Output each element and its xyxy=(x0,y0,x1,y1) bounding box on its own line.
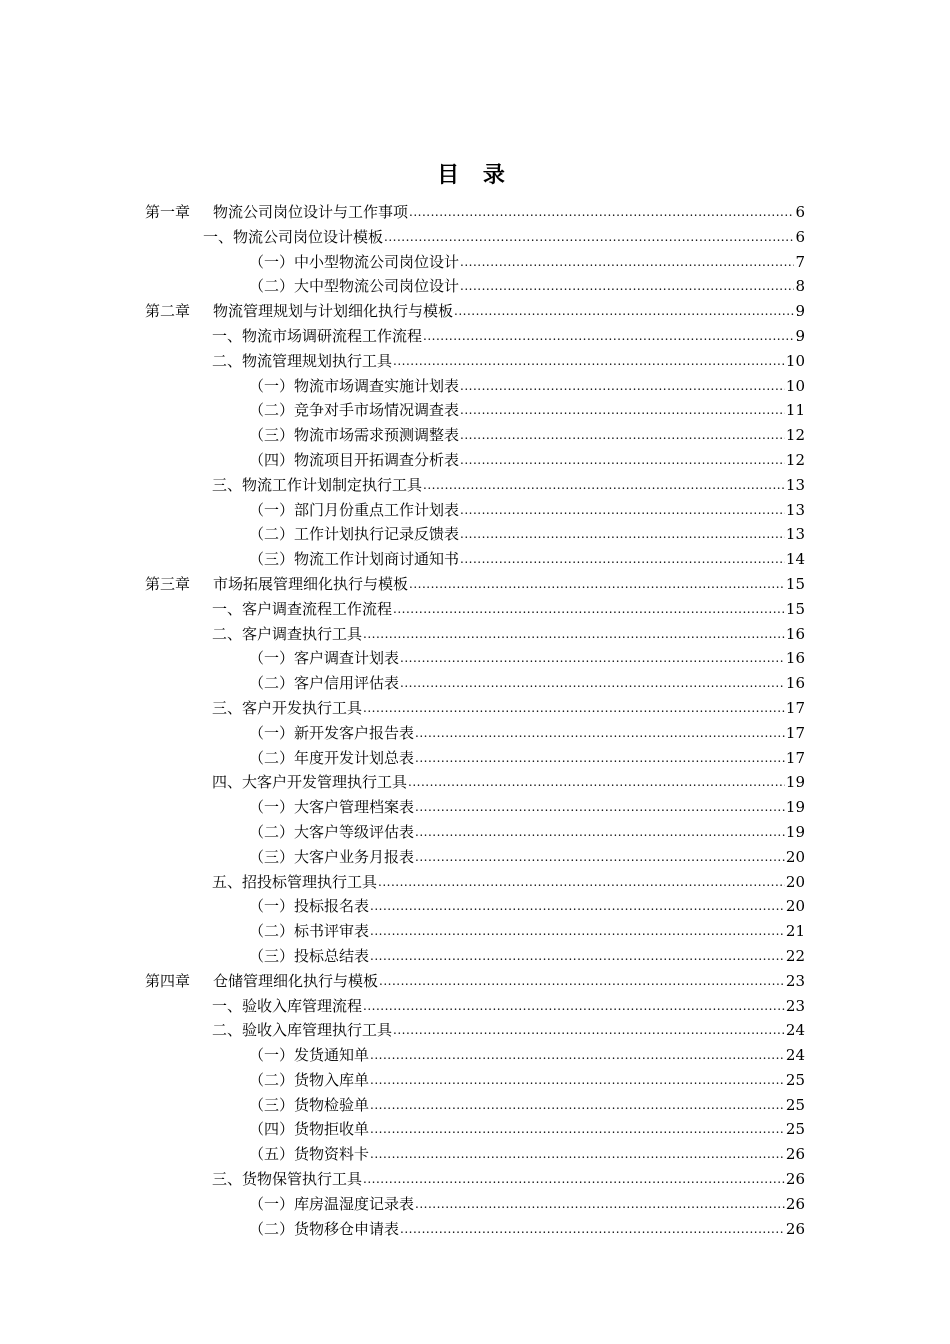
toc-entry-label xyxy=(212,349,392,374)
toc-entry-text: （二）竞争对手市场情况调查表 xyxy=(249,401,460,420)
toc-entry[interactable] xyxy=(249,746,805,771)
toc-entry-text: 二、验收入库管理执行工具 xyxy=(212,1021,393,1040)
toc-entry[interactable] xyxy=(249,1217,805,1242)
toc-entry-label xyxy=(249,845,414,870)
page-number: 25 xyxy=(785,1070,805,1089)
page-number: 16 xyxy=(785,649,805,668)
toc-entry-label xyxy=(249,820,414,845)
dot-leader xyxy=(393,1018,785,1043)
dot-leader xyxy=(423,324,794,349)
page-number: 14 xyxy=(785,550,805,569)
toc-entry[interactable] xyxy=(249,274,805,299)
page-number: 17 xyxy=(785,698,805,717)
toc-entry-label xyxy=(212,1018,392,1043)
toc-entry-label xyxy=(249,746,414,771)
chapter-number: 第二章 xyxy=(145,302,191,321)
toc-entry-text: （一）发货通知单 xyxy=(249,1046,370,1065)
toc-entry[interactable] xyxy=(249,1192,805,1217)
chapter-number: 第四章 xyxy=(145,971,191,990)
toc-entry[interactable] xyxy=(249,845,805,870)
toc-entry[interactable] xyxy=(249,795,805,820)
toc-entry-label xyxy=(249,398,459,423)
toc-entry-text: （二）年度开发计划总表 xyxy=(249,748,415,767)
toc-entry-text: （三）物流工作计划商讨通知书 xyxy=(249,550,460,569)
table-of-contents xyxy=(0,200,950,1241)
toc-entry[interactable] xyxy=(249,448,805,473)
toc-entry-label xyxy=(249,671,399,696)
page-number: 10 xyxy=(785,376,805,395)
dot-leader xyxy=(415,746,785,771)
toc-entry-label xyxy=(249,522,459,547)
page-number: 9 xyxy=(795,326,805,345)
dot-leader xyxy=(423,473,785,498)
dot-leader xyxy=(393,597,785,622)
page-number: 23 xyxy=(785,996,805,1015)
toc-entry-text: （二）货物移仓申请表 xyxy=(249,1219,400,1238)
toc-entry-text: 市场拓展管理细化执行与模板 xyxy=(213,574,409,593)
toc-entry-label xyxy=(249,1192,414,1217)
toc-entry-text: 二、物流管理规划执行工具 xyxy=(212,351,393,370)
toc-entry[interactable] xyxy=(212,1167,805,1192)
toc-entry-text: （四）货物拒收单 xyxy=(249,1120,370,1139)
toc-entry-text: （二）客户信用评估表 xyxy=(249,674,400,693)
dot-leader xyxy=(400,1217,785,1242)
dot-leader xyxy=(460,250,794,275)
page-number: 16 xyxy=(785,624,805,643)
toc-entry[interactable] xyxy=(145,969,805,994)
toc-entry-label xyxy=(212,597,392,622)
toc-entry[interactable] xyxy=(212,696,805,721)
toc-entry[interactable] xyxy=(212,622,805,647)
dot-leader xyxy=(408,770,785,795)
dot-leader xyxy=(370,894,785,919)
toc-entry-label xyxy=(249,1093,369,1118)
toc-entry-text: （三）投标总结表 xyxy=(249,946,370,965)
toc-entry[interactable] xyxy=(249,547,805,572)
toc-entry[interactable] xyxy=(212,349,805,374)
dot-leader xyxy=(379,969,785,994)
toc-entry-label xyxy=(249,1117,369,1142)
toc-entry-text: （二）工作计划执行记录反馈表 xyxy=(249,525,460,544)
toc-entry-text: 物流公司岗位设计与工作事项 xyxy=(213,203,409,221)
toc-entry-label xyxy=(249,374,459,399)
page-number: 10 xyxy=(785,351,805,370)
page-number: 15 xyxy=(785,574,805,593)
page-number: 6 xyxy=(795,227,805,246)
page-number: 24 xyxy=(785,1021,805,1040)
toc-entry-text: 一、验收入库管理流程 xyxy=(212,996,363,1015)
toc-entry[interactable] xyxy=(212,1018,805,1043)
page-number: 24 xyxy=(785,1046,805,1065)
dot-leader xyxy=(370,919,785,944)
dot-leader xyxy=(370,944,785,969)
toc-entry-text: （一）大客户管理档案表 xyxy=(249,798,415,817)
toc-entry-label xyxy=(212,324,422,349)
toc-entry-label xyxy=(212,1167,362,1192)
toc-entry-text: 三、物流工作计划制定执行工具 xyxy=(212,475,423,494)
toc-entry[interactable] xyxy=(249,250,805,275)
dot-leader xyxy=(460,423,785,448)
dot-leader xyxy=(460,522,785,547)
page-number: 17 xyxy=(785,723,805,742)
toc-entry-label xyxy=(212,696,362,721)
dot-leader xyxy=(363,696,785,721)
toc-entry-label xyxy=(145,969,378,994)
dot-leader xyxy=(363,994,785,1019)
toc-entry-label xyxy=(249,646,399,671)
dot-leader xyxy=(415,845,785,870)
toc-entry-text: （二）大中型物流公司岗位设计 xyxy=(249,277,460,296)
toc-entry[interactable] xyxy=(249,944,805,969)
toc-entry[interactable] xyxy=(249,398,805,423)
dot-leader xyxy=(415,721,785,746)
toc-entry-label xyxy=(249,1217,399,1242)
dot-leader xyxy=(370,1043,785,1068)
toc-entry-text: （一）部门月份重点工作计划表 xyxy=(249,500,460,519)
toc-entry[interactable] xyxy=(249,498,805,523)
page-number: 17 xyxy=(785,748,805,767)
page-number: 23 xyxy=(785,971,805,990)
toc-entry[interactable] xyxy=(249,423,805,448)
toc-entry[interactable] xyxy=(212,324,805,349)
toc-entry-text: 一、客户调查流程工作流程 xyxy=(212,599,393,618)
toc-entry-text: 仓储管理细化执行与模板 xyxy=(213,971,379,990)
toc-entry-label xyxy=(249,274,459,299)
dot-leader xyxy=(363,1167,785,1192)
dot-leader xyxy=(370,1117,785,1142)
toc-entry-text: 一、物流市场调研流程工作流程 xyxy=(212,326,423,345)
toc-entry[interactable] xyxy=(249,919,805,944)
toc-entry[interactable] xyxy=(249,1093,805,1118)
toc-entry[interactable] xyxy=(249,894,805,919)
page-number: 26 xyxy=(785,1170,805,1189)
page-number: 11 xyxy=(785,401,805,420)
dot-leader xyxy=(460,498,785,523)
toc-entry-text: （一）新开发客户报告表 xyxy=(249,723,415,742)
toc-entry-text: （一）中小型物流公司岗位设计 xyxy=(249,252,460,271)
dot-leader xyxy=(415,820,785,845)
toc-entry-label xyxy=(249,795,414,820)
toc-entry[interactable] xyxy=(249,1043,805,1068)
page-number: 22 xyxy=(785,946,805,965)
toc-entry-label xyxy=(249,721,414,746)
toc-entry-label xyxy=(145,299,453,324)
page-number: 25 xyxy=(785,1095,805,1114)
toc-entry-label xyxy=(212,473,422,498)
toc-entry-label xyxy=(249,547,459,572)
toc-entry-label xyxy=(249,944,369,969)
toc-entry-text: 四、大客户开发管理执行工具 xyxy=(212,773,408,792)
dot-leader xyxy=(409,200,794,225)
toc-entry-label xyxy=(212,870,377,895)
chapter-number: 第一章 xyxy=(145,203,191,221)
toc-entry-text: 二、客户调查执行工具 xyxy=(212,624,363,643)
toc-entry-label xyxy=(249,919,369,944)
page-number: 20 xyxy=(785,897,805,916)
toc-entry-text: 三、货物保管执行工具 xyxy=(212,1170,363,1189)
toc-entry-text: （四）物流项目开拓调查分析表 xyxy=(249,450,460,469)
toc-entry[interactable] xyxy=(249,374,805,399)
toc-entry-label xyxy=(249,1068,369,1093)
toc-entry-text: 五、招投标管理执行工具 xyxy=(212,872,378,891)
page-number: 26 xyxy=(785,1145,805,1164)
dot-leader xyxy=(370,1142,785,1167)
dot-leader xyxy=(460,398,785,423)
page-number: 13 xyxy=(785,525,805,544)
toc-entry-text: （三）货物检验单 xyxy=(249,1095,370,1114)
toc-entry-label xyxy=(249,250,459,275)
toc-entry[interactable] xyxy=(249,646,805,671)
toc-entry-text: 一、物流公司岗位设计模板 xyxy=(203,227,384,246)
dot-leader xyxy=(460,448,785,473)
page-number: 21 xyxy=(785,922,805,941)
toc-entry-label xyxy=(249,1142,369,1167)
page-number: 9 xyxy=(795,302,805,321)
toc-entry-label xyxy=(212,994,362,1019)
dot-leader xyxy=(393,349,785,374)
toc-entry-text: （一）物流市场调查实施计划表 xyxy=(249,376,460,395)
toc-entry-label xyxy=(249,448,459,473)
dot-leader xyxy=(415,795,785,820)
dot-leader xyxy=(409,572,785,597)
page-number: 8 xyxy=(795,277,805,296)
page-number: 19 xyxy=(785,822,805,841)
toc-entry[interactable] xyxy=(249,1117,805,1142)
toc-entry-text: （二）大客户等级评估表 xyxy=(249,822,415,841)
toc-entry-text: （三）物流市场需求预测调整表 xyxy=(249,426,460,445)
toc-entry-text: （二）货物入库单 xyxy=(249,1070,370,1089)
dot-leader xyxy=(370,1068,785,1093)
page-number: 20 xyxy=(785,847,805,866)
dot-leader xyxy=(460,547,785,572)
page-number: 12 xyxy=(785,426,805,445)
toc-entry[interactable] xyxy=(212,870,805,895)
dot-leader xyxy=(415,1192,785,1217)
page-number: 13 xyxy=(785,500,805,519)
toc-entry[interactable] xyxy=(212,473,805,498)
toc-entry-text: （二）标书评审表 xyxy=(249,922,370,941)
page-number: 7 xyxy=(795,252,805,271)
toc-entry[interactable] xyxy=(203,225,805,250)
dot-leader xyxy=(460,274,794,299)
toc-entry[interactable] xyxy=(249,1068,805,1093)
toc-entry-label xyxy=(203,225,383,250)
dot-leader xyxy=(370,1093,785,1118)
toc-entry[interactable] xyxy=(212,597,805,622)
page-number: 20 xyxy=(785,872,805,891)
page-number: 19 xyxy=(785,773,805,792)
toc-entry[interactable] xyxy=(249,1142,805,1167)
toc-entry-text: 三、客户开发执行工具 xyxy=(212,698,363,717)
toc-entry-text: （一）库房温湿度记录表 xyxy=(249,1194,415,1213)
page-number: 16 xyxy=(785,674,805,693)
toc-entry-label xyxy=(212,622,362,647)
toc-entry-label xyxy=(249,423,459,448)
dot-leader xyxy=(400,671,785,696)
toc-entry[interactable] xyxy=(212,770,805,795)
page-number: 26 xyxy=(785,1219,805,1238)
dot-leader xyxy=(363,622,785,647)
toc-entry[interactable] xyxy=(145,572,805,597)
dot-leader xyxy=(400,646,785,671)
toc-entry-label xyxy=(145,572,408,597)
toc-entry[interactable] xyxy=(249,721,805,746)
toc-entry[interactable] xyxy=(249,820,805,845)
dot-leader xyxy=(384,225,794,250)
toc-entry-text: （一）投标报名表 xyxy=(249,897,370,916)
page-number: 19 xyxy=(785,798,805,817)
toc-entry[interactable] xyxy=(249,671,805,696)
toc-entry[interactable] xyxy=(145,299,805,324)
dot-leader xyxy=(378,870,785,895)
toc-entry-label xyxy=(249,1043,369,1068)
toc-entry-label xyxy=(212,770,407,795)
dot-leader xyxy=(454,299,794,324)
toc-entry-text: 物流管理规划与计划细化执行与模板 xyxy=(213,302,454,321)
toc-entry-label xyxy=(145,200,408,225)
toc-entry-text: （五）货物资料卡 xyxy=(249,1145,370,1164)
toc-entry-label xyxy=(249,894,369,919)
page-number: 25 xyxy=(785,1120,805,1139)
page-number: 15 xyxy=(785,599,805,618)
toc-entry-text: （一）客户调查计划表 xyxy=(249,649,400,668)
page-number: 26 xyxy=(785,1194,805,1213)
toc-entry[interactable] xyxy=(212,994,805,1019)
toc-entry-text: （三）大客户业务月报表 xyxy=(249,847,415,866)
toc-entry[interactable] xyxy=(249,522,805,547)
page-number: 6 xyxy=(795,203,805,221)
toc-entry-label xyxy=(249,498,459,523)
toc-entry[interactable] xyxy=(145,200,805,225)
dot-leader xyxy=(460,374,785,399)
chapter-number: 第三章 xyxy=(145,574,191,593)
page-number: 13 xyxy=(785,475,805,494)
page-number: 12 xyxy=(785,450,805,469)
page-title: 目 录 xyxy=(437,162,513,188)
